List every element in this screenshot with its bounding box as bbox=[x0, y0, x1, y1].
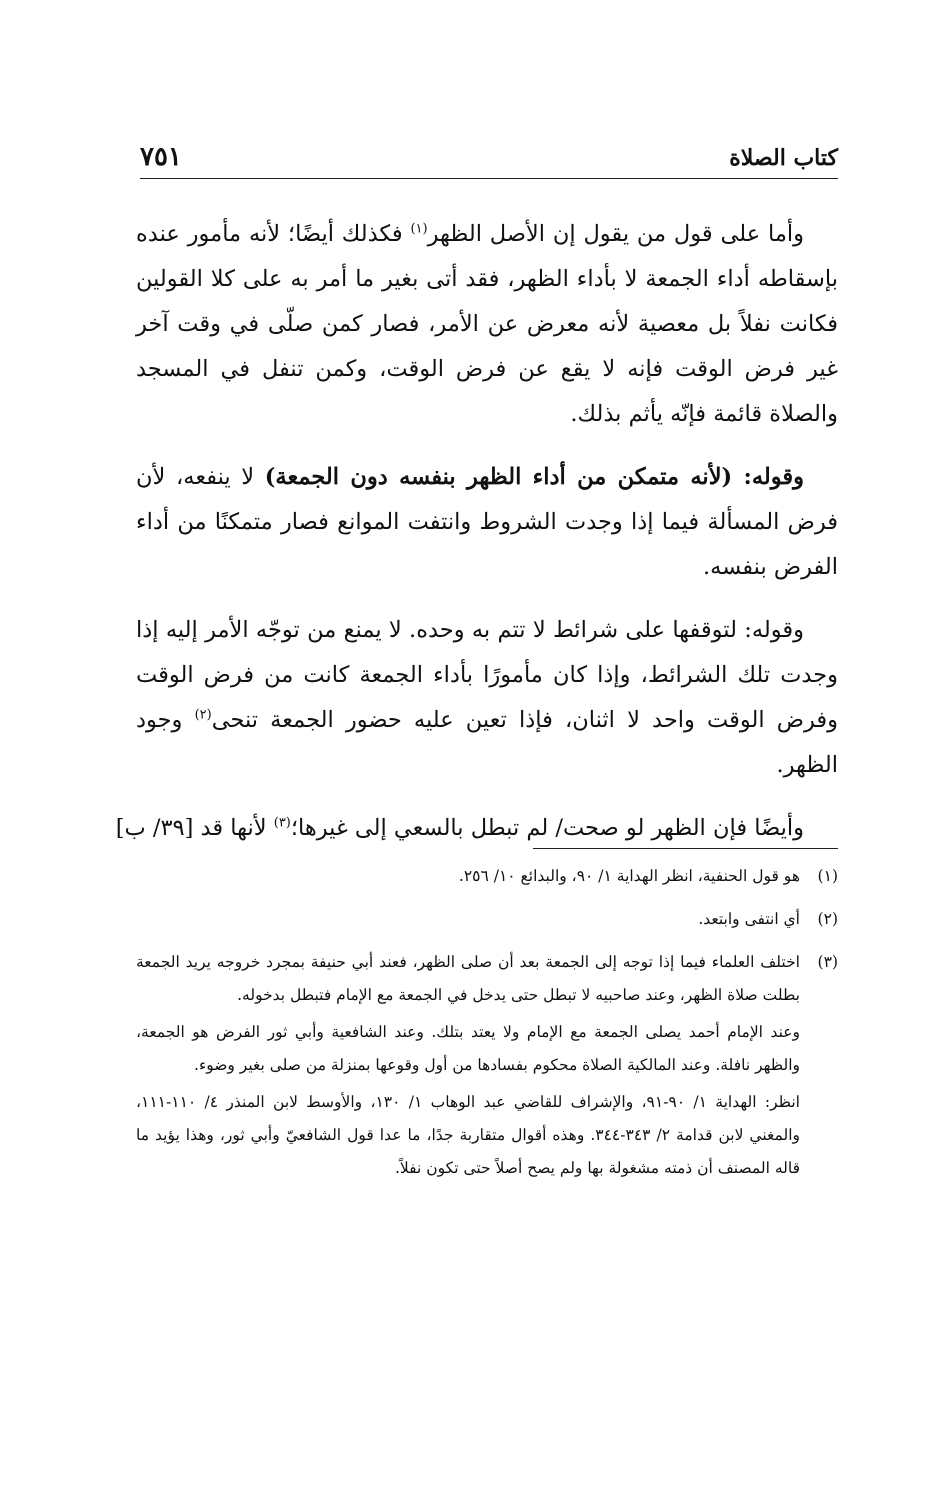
paragraph-3 bbox=[136, 608, 838, 788]
footnote-ref-2: (٢) bbox=[194, 707, 212, 723]
paragraph-1 bbox=[136, 212, 838, 437]
paragraph-lead: وقوله: bbox=[732, 464, 804, 490]
running-header bbox=[140, 138, 838, 179]
footnote-text: أي انتفى وابتعد. bbox=[698, 910, 800, 928]
paragraph-2 bbox=[136, 455, 838, 590]
chapter-title: كتاب الصلاة bbox=[729, 145, 838, 171]
paragraph-4 bbox=[40, 806, 838, 851]
footnote-body bbox=[136, 946, 800, 1189]
footnote-number: (١) bbox=[817, 867, 838, 885]
footnote-text: وعند الإمام أحمد يصلى الجمعة مع الإمام ولا يعتد بتلك. وعند الشافعية وأبي ثور الفرض هو الجمعة، والظهر نافلة. وعند المالكية الصلاة محكوم بفسادها من أول وقوعها بمنزلة من صلى بغير وضوء. bbox=[136, 1023, 800, 1074]
footnote-number: (٢) bbox=[817, 910, 838, 928]
footnotes bbox=[136, 860, 838, 1195]
paragraph-text: فكذلك أيضًا؛ لأنه مأمور عنده بإسقاطه أداء الجمعة لا بأداء الظهر، فقد أتى بغير ما أمر به على كلا القولين فكانت نفلاً بل معصية لأنه معرض عن الأمر، فصار كمن صلّى في وقت آخر غير فرض الوقت فإنه لا يقع عن فرض الوقت، وكمن تنفل في المسجد والصلاة قائمة فإنّه يأثم بذلك. bbox=[136, 221, 838, 427]
footnote-2 bbox=[136, 903, 838, 940]
footnote-3 bbox=[136, 946, 838, 1189]
page-number: ٧٥١ bbox=[140, 142, 182, 172]
paragraph-text: لا ينفعه، لأن فرض المسألة فيما إذا وجدت الشروط وانتفت الموانع فصار متمكنًا من أداء الفرض بنفسه. bbox=[136, 464, 838, 580]
paragraph-text: وجود الظهر. bbox=[136, 707, 838, 778]
footnote-separator bbox=[533, 848, 838, 849]
main-text bbox=[115, 212, 838, 869]
footnote-text: هو قول الحنفية، انظر الهداية ١/ ٩٠، والبدائع ١٠/ ٢٥٦. bbox=[458, 867, 800, 885]
footnote-text: انظر: الهداية ١/ ٩٠-٩١، والإشراف للقاضي عبد الوهاب ١/ ١٣٠، والأوسط لابن المنذر ٤/ ١١٠-١١١، والمغني لابن قدامة ٢/ ٣٤٣-٣٤٤. وهذه أقوال متقاربة جدًا، ما عدا قول الشافعيّ وأبي ثور، وهذا يؤيد ما قاله المصنف أن ذمته مشغولة بها ولم يصح أصلاً حتى تكون نفلاً. bbox=[136, 1093, 800, 1177]
footnote-body bbox=[136, 903, 800, 940]
paragraph-text: لأنها قد [٣٩/ ب] bbox=[115, 815, 274, 841]
paragraph-text: وقوله: لتوقفها على شرائط لا تتم به وحده. لا يمنع من توجّه الأمر إليه إذا وجدت تلك الشرائط، وإذا كان مأمورًا بأداء الجمعة كانت من فرض الوقت وفرض الوقت واحد لا اثنان، فإذا تعين عليه حضور الجمعة تنحى bbox=[136, 617, 838, 733]
footnote-1 bbox=[136, 860, 838, 897]
footnote-number: (٣) bbox=[817, 953, 838, 971]
footnote-body bbox=[136, 860, 800, 897]
footnote-ref-1: (١) bbox=[410, 221, 428, 237]
footnote-text: اختلف العلماء فيما إذا توجه إلى الجمعة بعد أن صلى الظهر، فعند أبي حنيفة بمجرد خروجه يريد الجمعة بطلت صلاة الظهر، وعند صاحبيه لا تبطل حتى يدخل في الجمعة مع الإمام فتبطل بدخوله. bbox=[136, 953, 800, 1004]
footnote-ref-3: (٣) bbox=[273, 815, 291, 831]
quoted-text: (لأنه متمكن من أداء الظهر بنفسه دون الجمعة) bbox=[264, 464, 733, 490]
paragraph-text: وأما على قول من يقول إن الأصل الظهر bbox=[427, 221, 804, 247]
paragraph-text: وأيضًا فإن الظهر لو صحت/ لم تبطل بالسعي إلى غيرها؛ bbox=[290, 815, 804, 841]
